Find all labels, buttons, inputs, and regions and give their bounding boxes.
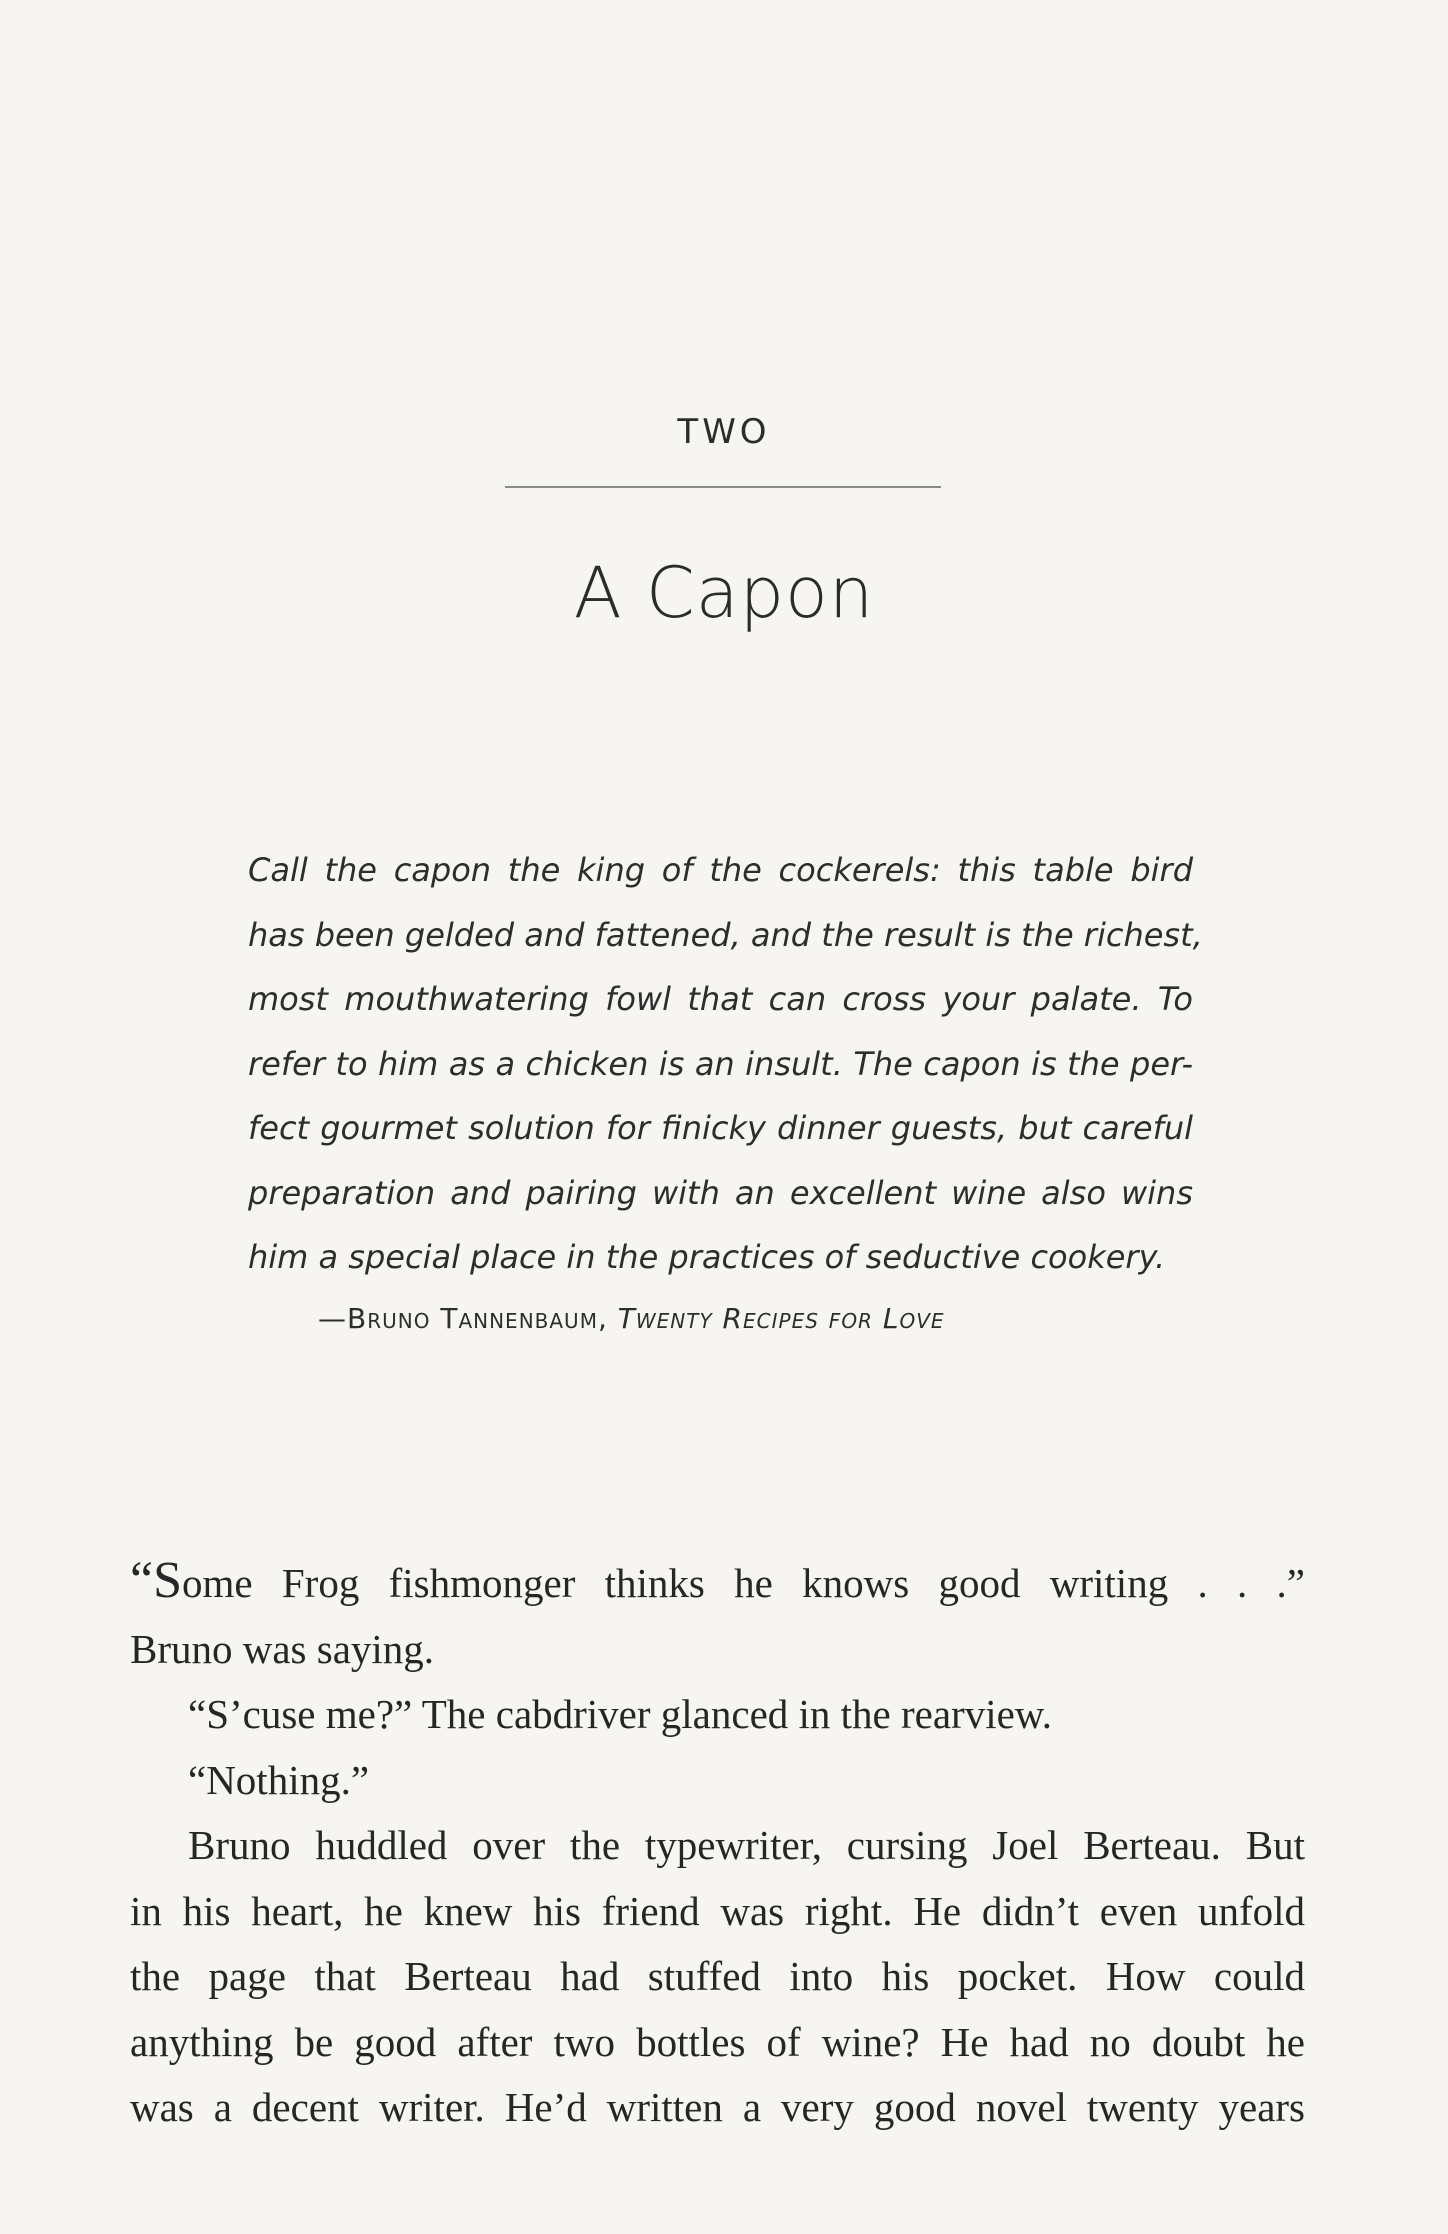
epigraph-line: fect gourmet solution for finicky dinner guests, but careful <box>248 1109 1193 1147</box>
paragraph <box>130 1813 1305 2141</box>
epigraph-line: most mouthwatering fowl that can cross your palate. To <box>248 980 1193 1018</box>
chapter-title: A Capon <box>573 552 875 634</box>
body-line: “Nothing.” <box>188 1756 370 1803</box>
opening-letter: “S <box>130 1552 182 1609</box>
epigraph <box>248 838 1203 1290</box>
body-line: “S’cuse me?” The cabdriver glanced in the rearview. <box>188 1691 1052 1737</box>
body-line: was a decent writer. He’d written a very good novel twenty years <box>130 2084 1305 2130</box>
epigraph-line: has been gelded and fattened, and the result is the richest, <box>248 915 1203 954</box>
paragraph <box>130 1548 1305 1682</box>
attribution-author: —Bruno Tannenbaum, <box>318 1302 618 1335</box>
epigraph-line: him a special place in the practices of seductive cookery. <box>248 1238 1166 1276</box>
epigraph-attribution <box>318 1302 945 1335</box>
body-line: in his heart, he knew his friend was right. He didn’t even unfold <box>130 1887 1305 1934</box>
attribution-work: Twenty Recipes for Love <box>617 1302 945 1335</box>
body-line: the page that Berteau had stuffed into his pocket. How could <box>130 1953 1305 1999</box>
body-line: anything be good after two bottles of wine? He had no doubt he <box>130 2018 1305 2065</box>
epigraph-line: refer to him as a chicken is an insult. The capon is the per- <box>248 1044 1193 1083</box>
body-line <box>130 1548 1305 1617</box>
chapter-number: TWO <box>677 412 771 452</box>
epigraph-line: Call the capon the king of the cockerels: this table bird <box>248 851 1193 889</box>
paragraph <box>130 1682 1305 1748</box>
paragraph <box>130 1748 1305 1814</box>
chapter-body <box>130 1548 1305 2141</box>
epigraph-line: preparation and pairing with an excellent wine also wins <box>248 1173 1193 1212</box>
body-line-text: ome Frog fishmonger thinks he knows good writing . . .” <box>182 1560 1305 1606</box>
chapter-divider <box>505 486 941 488</box>
body-line: Bruno was saying. <box>130 1625 435 1672</box>
body-line: Bruno huddled over the typewriter, cursing Joel Berteau. But <box>188 1822 1305 1868</box>
